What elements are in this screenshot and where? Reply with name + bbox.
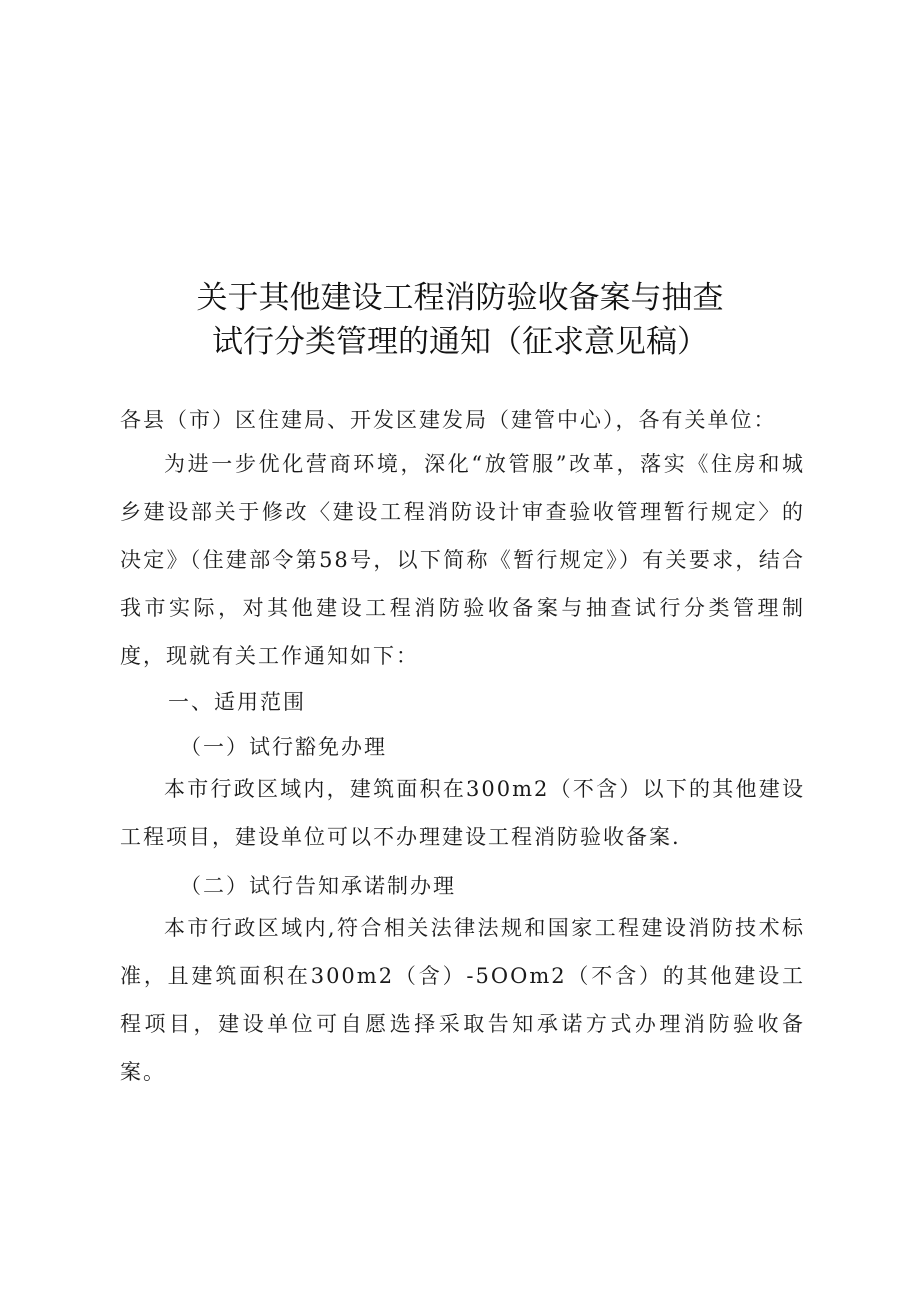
salutation: 各县（市）区住建局、开发区建发局（建管中心），各有关单位：	[120, 408, 777, 432]
intro-paragraph: 为进一步优化营商环境，深化“放管服”改革，落实《住房和城乡建设部关于修改〈建设工程消防设计审查验收管理暂行规定〉的决定》（住建部令第58号，以下简称《暂行规定》）有关要求，结合我市实际，对其他建设工程消防验收备案与抽查试行分类管理制度，现就有关工作通知如下：	[120, 452, 805, 668]
subsection-2-heading: （二）试行告知承诺制办理	[180, 874, 456, 898]
subsection-1-heading: （一）试行豁免办理	[180, 735, 387, 759]
section-1-heading: 一、适用范围	[168, 690, 306, 714]
subsection-1-paragraph: 本市行政区域内，建筑面积在300m2（不含）以下的其他建设工程项目，建设单位可以不办理建设工程消防验收备案.	[120, 777, 805, 849]
subsection-2-paragraph: 本市行政区域内,符合相关法律法规和国家工程建设消防技术标准，且建筑面积在300m2（含）-5OOm2（不含）的其他建设工程项目，建设单位可自愿选择采取告知承诺方式办理消防验收备案。	[120, 916, 805, 1084]
document-title-line-2: 试行分类管理的通知（征求意见稿）	[212, 324, 708, 360]
document-title-line-1: 关于其他建设工程消防验收备案与抽查	[196, 280, 724, 316]
